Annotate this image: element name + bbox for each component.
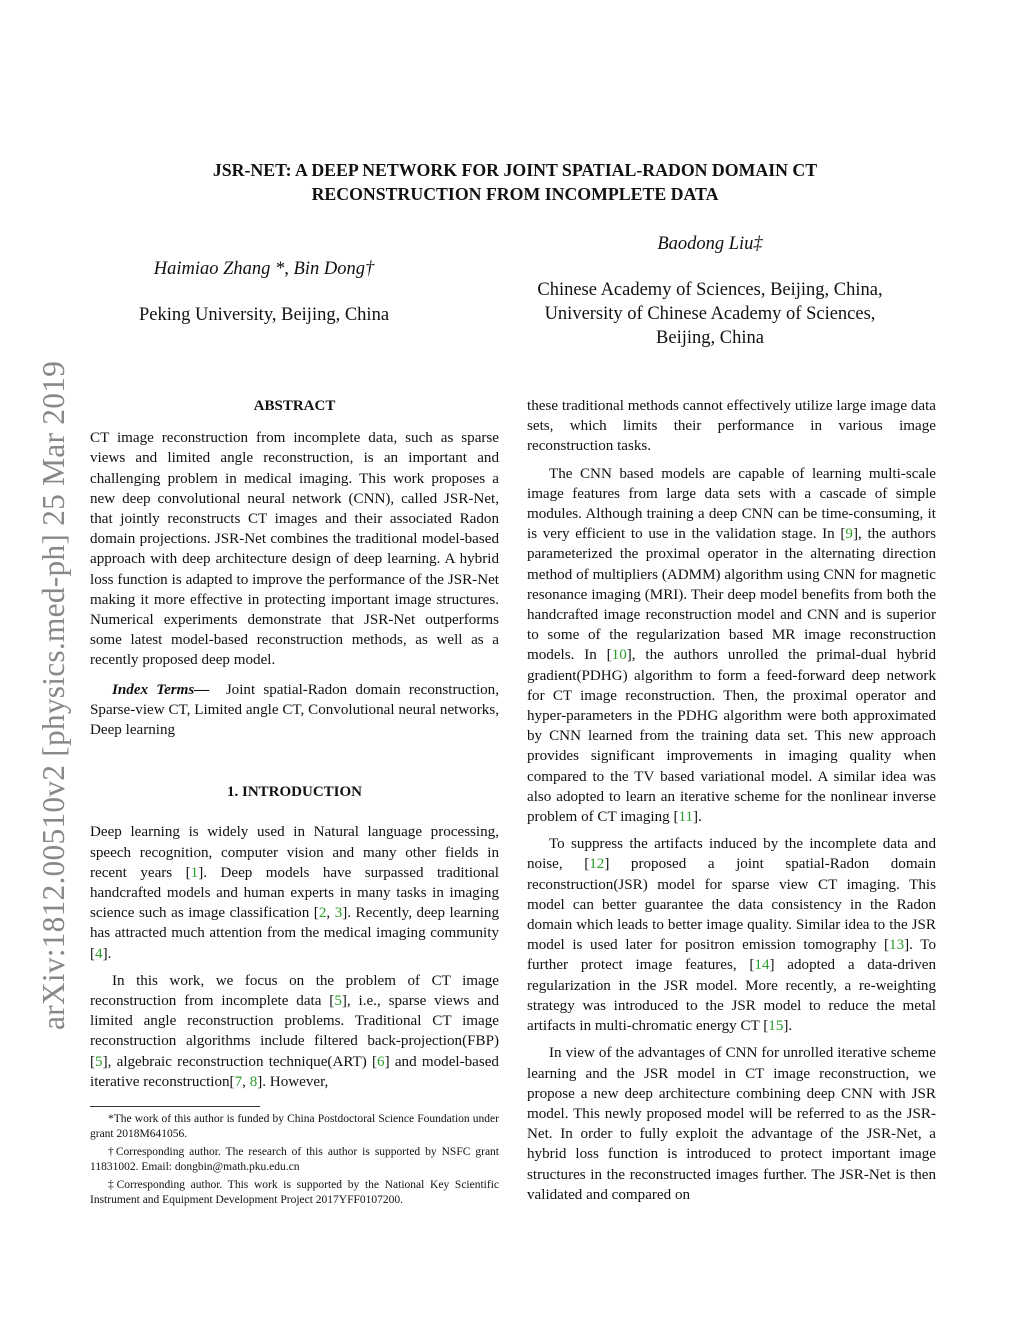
citation-link[interactable]: 9 — [845, 526, 853, 543]
abstract-heading: ABSTRACT — [253, 398, 336, 414]
affiliation-right-line: Chinese Academy of Sciences, Beijing, China, — [537, 280, 883, 300]
affiliation-left: Peking University, Beijing, China — [138, 305, 390, 325]
intro-paragraph-continued: these traditional methods cannot effectively utilize large image data sets, which limits their performance in various image reconstruction tasks. — [527, 398, 936, 455]
footnote-1: *The work of this author is funded by China Postdoctoral Science Foundation under grant 2018M641056. — [90, 1113, 499, 1141]
citation-link[interactable]: 13 — [889, 937, 905, 954]
citation-link[interactable]: 4 — [95, 945, 103, 962]
citation-link[interactable]: 14 — [754, 957, 770, 974]
citation-link[interactable]: 15 — [768, 1018, 784, 1035]
author-names-left: Haimiao Zhang *, Bin Dong† — [153, 259, 375, 279]
footnote-2: †Corresponding author. The research of this author is supported by NSFC grant 11831002. Email: dongbin@math.pku.edu.cn — [90, 1145, 499, 1174]
citation-link[interactable]: 5 — [334, 993, 342, 1010]
citation-link[interactable]: 2 — [318, 905, 327, 922]
citation-link[interactable]: 8 — [249, 1073, 258, 1090]
footnote-3: ‡Corresponding author. This work is supported by the National Key Scientific Instrument and Equipment Development Project 2017YFF0107200. — [90, 1178, 499, 1207]
index-terms — [90, 680, 499, 741]
footnote-rule — [90, 1106, 260, 1107]
right-column — [527, 396, 936, 1212]
author-block-right — [500, 232, 920, 350]
abstract-text: CT image reconstruction from incomplete data, such as sparse views and limited angle reconstruction, is an important and challenging problem in medical imaging. This work proposes a new deep convolutional neural network (CNN), called JSR-Net, that jointly reconstructs CT images and their associated Radon domain projections. JSR-Net combines the traditional model-based approach with deep architecture design of deep learning. A hybrid loss function is adapted to improve the performance of the JSR-Net making it more effective in protecting important image structures. Numerical experiments demonstrate that JSR-Net outperforms some latest model-based reconstruction methods, as well as a recently proposed deep model. — [90, 430, 499, 669]
citation-link[interactable]: 12 — [589, 856, 605, 873]
intro-paragraph-3: The CNN based models are capable of learning multi-scale image features from large data sets with a cascade of simple modules. Although training a deep CNN can be time-consuming, it is very efficient to use in the validation stage. In [9], the authors parameterized the proximal operator in the alternating direction method of multipliers (ADMM) algorithm using CNN for magnetic resonance imaging (MRI). Their deep model benefits from both the handcrafted image reconstruction model and CNN and is superior to some of the regularization based MR image reconstruction models. In [10], the authors unrolled the primal-dual hybrid gradient(PDHG) algorithm to form a feed-forward deep network for CT image reconstruction. Then, the proximal operator and hyper-parameters in the PDHG algorithm were both approximated by CNN learned from the training data set. This new approach provides significant improvements in imaging quality when compared to the TV based variational model. A similar idea was also adopted to learn an iterative scheme for the nonlinear inverse problem of CT imaging [11]. — [527, 465, 936, 826]
intro-paragraph-5: In view of the advantages of CNN for unrolled iterative scheme learning and the JSR model in CT image reconstruction, we propose a new deep architecture combining deep CNN with JSR model. This newly proposed model will be referred to as the JSR-Net. In order to fully exploit the advantage of the JSR-Net, a hybrid loss function is introduced to protect important image structures in the reconstructed images further. The JSR-Net is then validated and compared on — [527, 1045, 936, 1203]
index-terms-label: Index Terms— — [112, 681, 210, 698]
introduction-heading: 1. INTRODUCTION — [226, 784, 362, 801]
citation-link[interactable]: 11 — [678, 809, 694, 826]
title-line-2: RECONSTRUCTION FROM INCOMPLETE DATA — [311, 184, 719, 204]
title-line-1: JSR-NET: A DEEP NETWORK FOR JOINT SPATIAL-RADON DOMAIN CT — [212, 160, 818, 180]
arxiv-identifier: arXiv:1812.00510v2 [physics.med-ph] 25 Mar 2019 — [36, 360, 71, 1030]
left-column — [90, 396, 499, 1099]
footnotes — [90, 1106, 499, 1210]
citation-link[interactable]: 5 — [95, 1053, 103, 1070]
author-names-right: Baodong Liu‡ — [657, 234, 763, 254]
citation-link[interactable]: 1 — [190, 864, 199, 881]
affiliation-right-line: University of Chinese Academy of Sciences, — [544, 304, 876, 324]
paper-title — [100, 158, 930, 206]
intro-paragraph-4: To suppress the artifacts induced by the incomplete data and noise, [12] proposed a joint spatial-Radon domain reconstruction(JSR) model for sparse view CT imaging. This model can better guarantee the data consistency in the Radon domain which leads to better image quality. Similar idea to the JSR model is used later for positron emission tomography [13]. To further protect image features, [14] adopted a data-driven regularization in the JSR model. More recently, a re-weighting strategy was introduced to the JSR model to reduce the metal artifacts in multi-chromatic energy CT [15]. — [527, 836, 937, 1035]
index-terms-text: Joint spatial-Radon domain reconstruction, Sparse-view CT, Limited angle CT, Convolutional neural networks, Deep learning — [90, 681, 500, 739]
citation-link[interactable]: 3 — [334, 905, 343, 922]
citation-link[interactable]: 6 — [377, 1053, 385, 1070]
affiliation-right-line: Beijing, China — [656, 328, 764, 348]
citation-link[interactable]: 7 — [234, 1073, 243, 1090]
author-block-left — [84, 257, 444, 327]
intro-paragraph-1: Deep learning is widely used in Natural language processing, speech recognition, computer vision and many other fields in recent years [1]. Deep models have surpassed traditional handcrafted models and human experts in many tasks in imaging science such as image classification [2, 3]. Recently, deep learning has attracted much attention from the medical imaging community [4]. — [90, 824, 499, 962]
intro-paragraph-2: In this work, we focus on the problem of CT image reconstruction from incomplete data [5], i.e., sparse views and limited angle reconstruction problems. Traditional CT image reconstruction algorithms include filtered back-projection(FBP) [5], algebraic reconstruction technique(ART) [6] and model-based iterative reconstruction[7, 8]. However, — [90, 972, 499, 1090]
citation-link[interactable]: 10 — [611, 647, 627, 664]
